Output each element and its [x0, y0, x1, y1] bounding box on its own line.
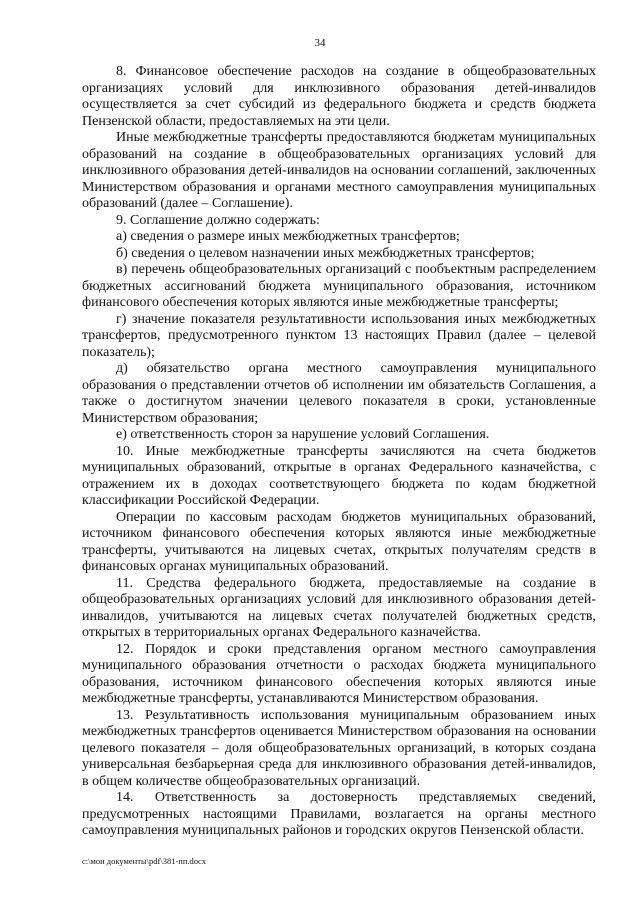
paragraph-13: 13. Результативность использования муниципальным образованием иных межбюджетных трансфертов оценивается Министерством образования на основании целевого показателя – доля общеобразовательных организаций, в которых создана универсальная безбарьерная среда для инклюзивного образования детей-инвалидов, в общем количестве общеобразовательных организаций. — [82, 707, 596, 789]
list-item-e: е) ответственность сторон за нарушение условий Соглашения. — [116, 427, 490, 442]
list-item-g: г) значение показателя результативности использования иных межбюджетных трансфертов, предусмотренного пунктом 13 настоящих Правил (далее – целевой показатель); — [82, 311, 596, 360]
document-body — [82, 64, 596, 840]
paragraph-12: 12. Порядок и сроки представления органом местного самоуправления муниципального образования отчетности о расходах бюджета муниципального образования, источником финансового обеспечения которых являются иные межбюджетные трансферты, устанавливаются Министерством образования. — [82, 641, 596, 706]
list-item-a: а) сведения о размере иных межбюджетных трансфертов; — [116, 229, 460, 244]
list-item-v: в) перечень общеобразовательных организаций с пообъектным распределением бюджетных ассигнований бюджета муниципального образования, источником финансового обеспечения которых являются иные межбюджетные трансферты; — [82, 262, 596, 310]
paragraph-9: 9. Соглашение должно содержать: — [116, 212, 320, 228]
list-item-b: б) сведения о целевом назначении иных межбюджетных трансфертов; — [116, 245, 535, 261]
footer-file-path: c:\мои документы\pdf\381-пп.docx — [82, 856, 207, 866]
paragraph-10: 10. Иные межбюджетные трансферты зачисляются на счета бюджетов муниципальных образований, открытые в органах Федерального казначейства, с отражением их в доходах соответствующего бюджета по кодам бюджетной классификации Российской Федерации. — [82, 443, 596, 508]
page-number: 34 — [314, 37, 326, 49]
paragraph-8: 8. Финансовое обеспечение расходов на создание в общеобразовательных организациях условий для инклюзивного образования детей-инвалидов осуществляется за счет субсидий из федерального бюджета и средств бюджета Пензенской области, предоставляемых на эти цели. — [82, 64, 596, 129]
paragraph-transfers: Иные межбюджетные трансферты предоставляются бюджетам муниципальных образований на создание в общеобразовательных организациях условий для инклюзивного образования детей-инвалидов на основании соглашений, заключенных Министерством образования и органами местного самоуправления муниципальных образований (далее – Соглашение). — [82, 130, 596, 211]
list-item-d: д) обязательство органа местного самоуправления муниципального образования о представлении отчетов об исполнении им обязательств Соглашения, а также о достигнутом значении целевого показателя в сроки, установленные Министерством образования; — [82, 361, 596, 426]
paragraph-11: 11. Средства федерального бюджета, предоставляемые на создание в общеобразовательных организациях условий для инклюзивного образования детей-инвалидов, учитываются на лицевых счетах получателей бюджетных средств, открытых в территориальных органах Федерального казначейства. — [82, 575, 596, 640]
paragraph-14: 14. Ответственность за достоверность представляемых сведений, предусмотренных настоящими Правилами, возлагается на органы местного самоуправления муниципальных районов и городских округов Пензенской области. — [82, 790, 596, 838]
paragraph-operations: Операции по кассовым расходам бюджетов муниципальных образований, источником финансового обеспечения которых являются иные межбюджетные трансферты, учитываются на лицевых счетах, открытых получателям средств в финансовых органах муниципальных образований. — [82, 509, 596, 574]
